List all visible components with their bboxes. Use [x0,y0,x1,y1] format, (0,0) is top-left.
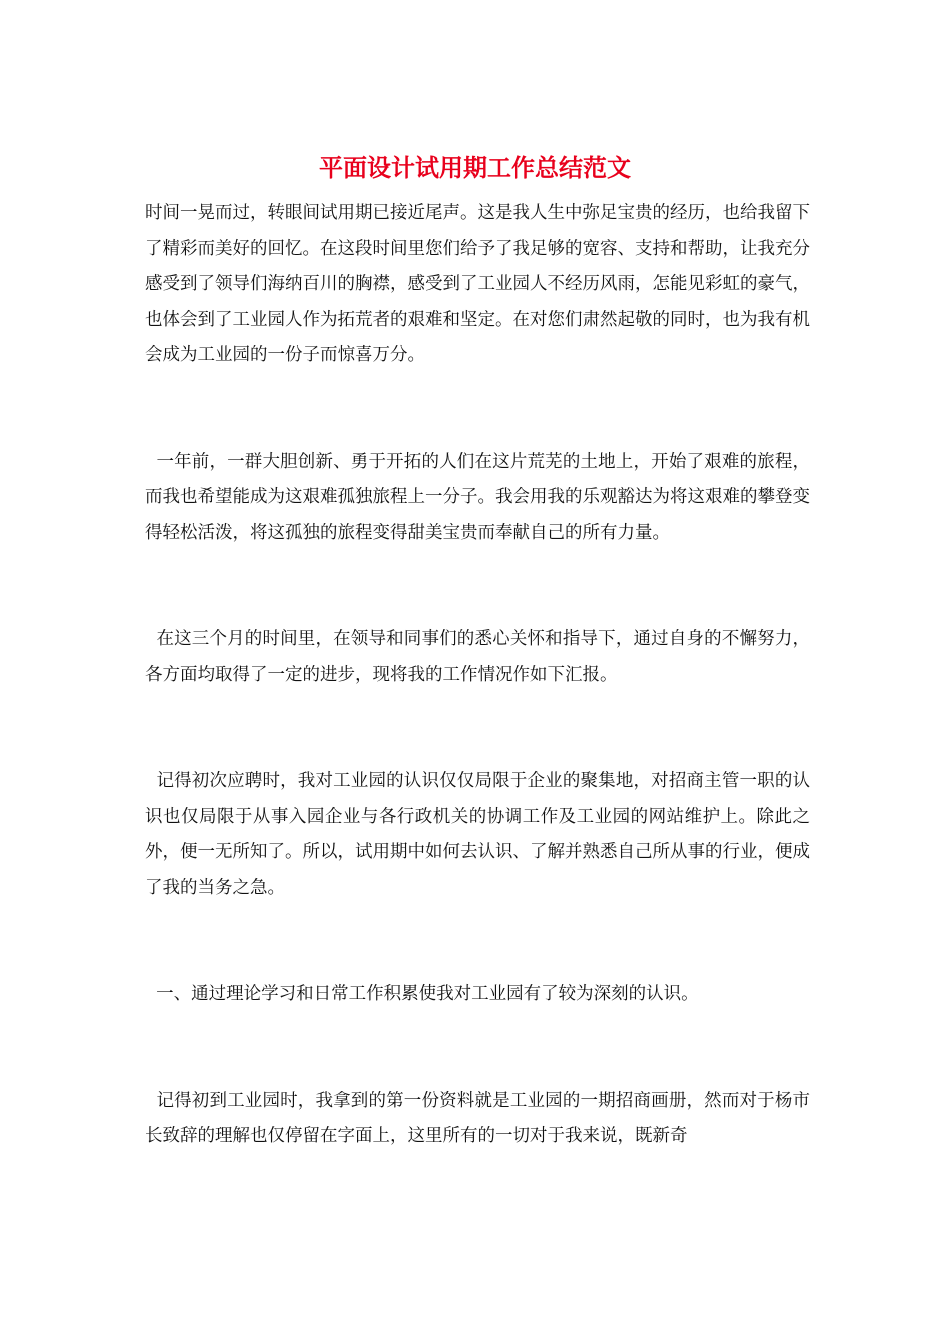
paragraph-gap [145,374,810,445]
paragraph-gap [145,1013,810,1084]
paragraph-intro: 时间一晃而过，转眼间试用期已接近尾声。这是我人生中弥足宝贵的经历，也给我留下了精彩而美好的回忆。在这段时间里您们给予了我足够的宽容、支持和帮助，让我充分感受到了领导们海纳百川的胸襟，感受到了工业园人不经历风雨，怎能见彩虹的豪气，也体会到了工业园人作为拓荒者的艰难和坚定。在对您们肃然起敬的同时，也为我有机会成为工业园的一份子而惊喜万分。 [145,203,810,365]
paragraph-gap [145,906,810,977]
paragraph-first-arrival: 记得初到工业园时，我拿到的第一份资料就是工业园的一期招商画册，然而对于杨市长致辞的理解也仅停留在字面上，这里所有的一切对于我来说，既新奇 [145,1090,810,1146]
document-body [145,196,810,1155]
section-heading-one: 一、通过理论学习和日常工作积累使我对工业园有了较为深刻的认识。 [145,984,699,1004]
paragraph-first-interview: 记得初次应聘时，我对工业园的认识仅仅局限于企业的聚集地，对招商主管一职的认识也仅局限于从事入园企业与各行政机关的协调工作及工业园的网站维护上。除此之外，便一无所知了。所以，试用期中如何去认识、了解并熟悉自己所从事的行业，便成了我的当务之急。 [145,771,810,898]
paragraph-three-months: 在这三个月的时间里，在领导和同事们的悉心关怀和指导下，通过自身的不懈努力，各方面均取得了一定的进步，现将我的工作情况作如下汇报。 [145,629,810,685]
document-title: 平面设计试用期工作总结范文 [319,153,631,182]
paragraph-gap [145,551,810,622]
paragraph-one-year-ago: 一年前，一群大胆创新、勇于开拓的人们在这片荒芜的土地上，开始了艰难的旅程，而我也希望能成为这艰难孤独旅程上一分子。我会用我的乐观豁达为将这艰难的攀登变得轻松活泼，将这孤独的旅程变得甜美宝贵而奉献自己的所有力量。 [145,451,810,543]
paragraph-gap [145,693,810,764]
